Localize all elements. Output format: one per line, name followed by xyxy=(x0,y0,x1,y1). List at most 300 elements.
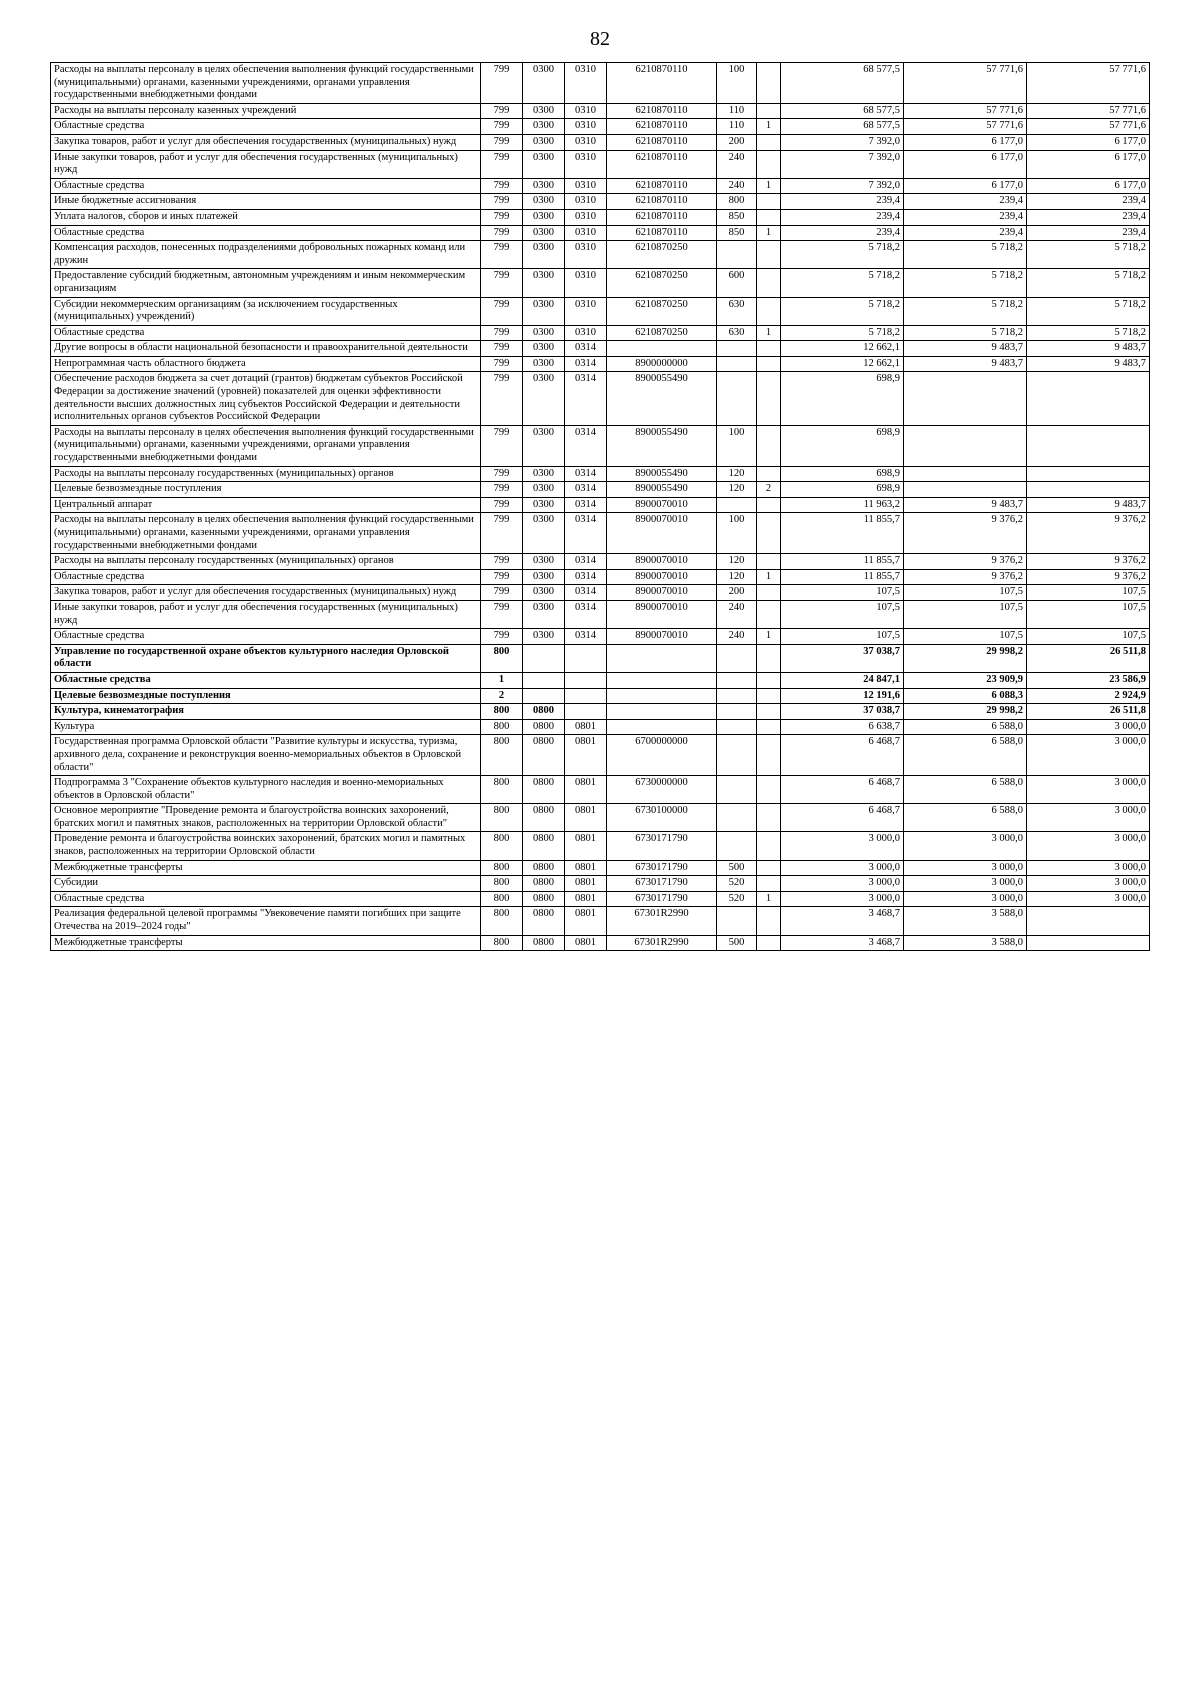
cell-value-2: 3 588,0 xyxy=(904,935,1027,951)
cell-value-1: 12 662,1 xyxy=(781,356,904,372)
cell-pr: 0310 xyxy=(565,209,607,225)
cell-value-1: 3 000,0 xyxy=(781,860,904,876)
cell-rz: 0300 xyxy=(523,569,565,585)
table-row xyxy=(51,225,1150,241)
table-row xyxy=(51,600,1150,628)
cell-grbs: 799 xyxy=(481,372,523,425)
cell-csr xyxy=(607,719,717,735)
cell-csr: 8900070010 xyxy=(607,497,717,513)
cell-name: Культура xyxy=(51,719,481,735)
cell-csr xyxy=(607,672,717,688)
cell-value-1: 3 468,7 xyxy=(781,907,904,935)
cell-rz xyxy=(523,688,565,704)
cell-source-mark xyxy=(757,63,781,104)
table-row xyxy=(51,497,1150,513)
cell-value-2: 6 588,0 xyxy=(904,804,1027,832)
cell-rz: 0800 xyxy=(523,719,565,735)
cell-value-3: 9 483,7 xyxy=(1027,497,1150,513)
cell-vr: 800 xyxy=(717,194,757,210)
cell-value-1: 68 577,5 xyxy=(781,63,904,104)
cell-source-mark xyxy=(757,341,781,357)
cell-source-mark: 1 xyxy=(757,119,781,135)
cell-rz: 0300 xyxy=(523,341,565,357)
cell-csr xyxy=(607,704,717,720)
cell-value-1: 5 718,2 xyxy=(781,269,904,297)
cell-grbs: 799 xyxy=(481,269,523,297)
cell-pr: 0314 xyxy=(565,466,607,482)
cell-source-mark: 1 xyxy=(757,325,781,341)
cell-value-2 xyxy=(904,425,1027,466)
cell-vr: 630 xyxy=(717,325,757,341)
cell-source-mark xyxy=(757,269,781,297)
cell-value-2: 5 718,2 xyxy=(904,241,1027,269)
cell-source-mark xyxy=(757,876,781,892)
cell-rz: 0300 xyxy=(523,209,565,225)
cell-name: Компенсация расходов, понесенных подразделениями добровольных пожарных команд или дружин xyxy=(51,241,481,269)
cell-grbs: 799 xyxy=(481,466,523,482)
cell-rz: 0300 xyxy=(523,629,565,645)
table-row xyxy=(51,907,1150,935)
cell-csr: 67301R2990 xyxy=(607,907,717,935)
cell-rz: 0300 xyxy=(523,356,565,372)
table-row xyxy=(51,269,1150,297)
cell-value-1: 11 855,7 xyxy=(781,513,904,554)
cell-source-mark xyxy=(757,209,781,225)
cell-vr: 240 xyxy=(717,629,757,645)
cell-vr xyxy=(717,672,757,688)
table-row xyxy=(51,372,1150,425)
cell-source-mark xyxy=(757,513,781,554)
cell-name: Основное мероприятие "Проведение ремонта и благоустройства воинских захоронений, братских могил и памятных знаков, расположенных на территории Орловской области" xyxy=(51,804,481,832)
cell-rz: 0300 xyxy=(523,325,565,341)
cell-vr: 100 xyxy=(717,425,757,466)
cell-name: Межбюджетные трансферты xyxy=(51,935,481,951)
cell-csr: 6730171790 xyxy=(607,860,717,876)
cell-grbs: 799 xyxy=(481,194,523,210)
cell-source-mark: 1 xyxy=(757,629,781,645)
table-row xyxy=(51,891,1150,907)
cell-value-2: 3 588,0 xyxy=(904,907,1027,935)
cell-vr xyxy=(717,341,757,357)
cell-grbs: 799 xyxy=(481,585,523,601)
cell-value-3: 26 511,8 xyxy=(1027,644,1150,672)
cell-value-1: 12 191,6 xyxy=(781,688,904,704)
cell-csr: 8900070010 xyxy=(607,554,717,570)
cell-rz: 0300 xyxy=(523,297,565,325)
cell-value-2: 9 483,7 xyxy=(904,341,1027,357)
cell-grbs: 799 xyxy=(481,178,523,194)
cell-name: Межбюджетные трансферты xyxy=(51,860,481,876)
cell-value-2 xyxy=(904,466,1027,482)
cell-source-mark xyxy=(757,735,781,776)
cell-csr: 6730171790 xyxy=(607,876,717,892)
cell-name: Обеспечение расходов бюджета за счет дотаций (грантов) бюджетам субъектов Российской Федерации за достижение значений (уровней) показателей для оценки эффективности деятельности высших должностных лиц субъектов Российской Федерации и деятельности исполнительных органов субъектов Российской Федерации xyxy=(51,372,481,425)
cell-source-mark xyxy=(757,194,781,210)
cell-grbs: 800 xyxy=(481,891,523,907)
cell-value-3 xyxy=(1027,935,1150,951)
cell-name: Областные средства xyxy=(51,629,481,645)
cell-value-2: 6 588,0 xyxy=(904,719,1027,735)
cell-name: Реализация федеральной целевой программы "Увековечение памяти погибших при защите Отечества на 2019–2024 годы" xyxy=(51,907,481,935)
cell-grbs: 800 xyxy=(481,935,523,951)
cell-source-mark: 1 xyxy=(757,225,781,241)
cell-grbs: 800 xyxy=(481,644,523,672)
cell-source-mark: 1 xyxy=(757,891,781,907)
cell-rz: 0800 xyxy=(523,735,565,776)
cell-pr: 0310 xyxy=(565,150,607,178)
cell-value-1: 37 038,7 xyxy=(781,644,904,672)
cell-value-1: 5 718,2 xyxy=(781,297,904,325)
cell-csr: 8900070010 xyxy=(607,585,717,601)
cell-value-2: 57 771,6 xyxy=(904,63,1027,104)
cell-csr: 6210870110 xyxy=(607,225,717,241)
cell-value-3: 3 000,0 xyxy=(1027,735,1150,776)
cell-vr xyxy=(717,776,757,804)
cell-grbs: 800 xyxy=(481,735,523,776)
cell-value-2: 9 483,7 xyxy=(904,497,1027,513)
cell-csr: 6730100000 xyxy=(607,804,717,832)
cell-rz: 0300 xyxy=(523,225,565,241)
cell-value-1: 3 000,0 xyxy=(781,876,904,892)
cell-csr: 6210870250 xyxy=(607,269,717,297)
cell-vr: 240 xyxy=(717,178,757,194)
cell-name: Субсидии некоммерческим организациям (за исключением государственных (муниципальных) учреждений) xyxy=(51,297,481,325)
cell-value-2: 3 000,0 xyxy=(904,860,1027,876)
cell-value-3: 6 177,0 xyxy=(1027,134,1150,150)
cell-value-3: 23 586,9 xyxy=(1027,672,1150,688)
cell-vr: 200 xyxy=(717,134,757,150)
cell-vr: 630 xyxy=(717,297,757,325)
cell-pr: 0310 xyxy=(565,194,607,210)
cell-grbs: 799 xyxy=(481,225,523,241)
cell-name: Культура, кинематография xyxy=(51,704,481,720)
table-row xyxy=(51,719,1150,735)
cell-pr: 0801 xyxy=(565,935,607,951)
cell-rz: 0800 xyxy=(523,704,565,720)
cell-value-2: 29 998,2 xyxy=(904,644,1027,672)
cell-value-2: 107,5 xyxy=(904,600,1027,628)
cell-vr xyxy=(717,688,757,704)
cell-name: Расходы на выплаты персоналу государственных (муниципальных) органов xyxy=(51,466,481,482)
cell-source-mark xyxy=(757,832,781,860)
cell-value-1: 5 718,2 xyxy=(781,241,904,269)
cell-pr: 0314 xyxy=(565,513,607,554)
cell-name: Расходы на выплаты персоналу в целях обеспечения выполнения функций государственными (муниципальными) органами, казенными учреждениями, органами управления государственными внебюджетными фондами xyxy=(51,425,481,466)
cell-value-2: 6 177,0 xyxy=(904,134,1027,150)
cell-source-mark xyxy=(757,776,781,804)
cell-vr: 120 xyxy=(717,554,757,570)
cell-pr: 0314 xyxy=(565,600,607,628)
cell-vr xyxy=(717,356,757,372)
cell-value-2: 239,4 xyxy=(904,225,1027,241)
cell-pr: 0314 xyxy=(565,585,607,601)
cell-csr: 6730171790 xyxy=(607,832,717,860)
table-row xyxy=(51,103,1150,119)
budget-table xyxy=(50,62,1150,951)
cell-pr: 0314 xyxy=(565,569,607,585)
cell-value-2: 6 588,0 xyxy=(904,735,1027,776)
cell-value-3: 5 718,2 xyxy=(1027,325,1150,341)
cell-vr: 850 xyxy=(717,225,757,241)
cell-csr: 8900070010 xyxy=(607,569,717,585)
cell-rz: 0800 xyxy=(523,860,565,876)
cell-value-1: 3 468,7 xyxy=(781,935,904,951)
cell-value-2: 239,4 xyxy=(904,209,1027,225)
cell-vr xyxy=(717,704,757,720)
table-row xyxy=(51,644,1150,672)
cell-value-1: 68 577,5 xyxy=(781,119,904,135)
cell-value-1: 239,4 xyxy=(781,194,904,210)
cell-value-2: 6 177,0 xyxy=(904,150,1027,178)
cell-pr: 0314 xyxy=(565,554,607,570)
cell-csr: 8900070010 xyxy=(607,600,717,628)
cell-value-1: 6 638,7 xyxy=(781,719,904,735)
cell-value-3: 9 376,2 xyxy=(1027,554,1150,570)
cell-value-2: 6 088,3 xyxy=(904,688,1027,704)
cell-source-mark: 2 xyxy=(757,482,781,498)
cell-value-1: 3 000,0 xyxy=(781,891,904,907)
cell-name: Иные закупки товаров, работ и услуг для обеспечения государственных (муниципальных) нужд xyxy=(51,600,481,628)
cell-csr: 6210870110 xyxy=(607,134,717,150)
cell-value-2: 23 909,9 xyxy=(904,672,1027,688)
cell-value-1: 11 855,7 xyxy=(781,554,904,570)
cell-vr: 500 xyxy=(717,860,757,876)
cell-grbs: 799 xyxy=(481,425,523,466)
cell-source-mark xyxy=(757,704,781,720)
cell-value-2: 6 588,0 xyxy=(904,776,1027,804)
cell-source-mark xyxy=(757,935,781,951)
cell-value-1: 11 963,2 xyxy=(781,497,904,513)
cell-value-2: 3 000,0 xyxy=(904,832,1027,860)
cell-pr: 0801 xyxy=(565,891,607,907)
cell-value-2: 107,5 xyxy=(904,629,1027,645)
cell-grbs: 800 xyxy=(481,876,523,892)
cell-vr xyxy=(717,719,757,735)
cell-value-3: 2 924,9 xyxy=(1027,688,1150,704)
cell-value-2: 9 376,2 xyxy=(904,554,1027,570)
cell-vr: 500 xyxy=(717,935,757,951)
cell-value-1: 698,9 xyxy=(781,466,904,482)
table-row xyxy=(51,554,1150,570)
cell-value-3: 9 376,2 xyxy=(1027,513,1150,554)
cell-pr: 0801 xyxy=(565,735,607,776)
cell-name: Закупка товаров, работ и услуг для обеспечения государственных (муниципальных) нужд xyxy=(51,585,481,601)
cell-rz: 0300 xyxy=(523,372,565,425)
cell-pr: 0310 xyxy=(565,119,607,135)
cell-value-3 xyxy=(1027,372,1150,425)
cell-grbs: 799 xyxy=(481,150,523,178)
cell-rz: 0300 xyxy=(523,103,565,119)
cell-value-2: 9 376,2 xyxy=(904,513,1027,554)
cell-rz: 0800 xyxy=(523,907,565,935)
cell-pr: 0801 xyxy=(565,719,607,735)
cell-value-2: 107,5 xyxy=(904,585,1027,601)
cell-grbs: 800 xyxy=(481,832,523,860)
cell-name: Непрограммная часть областного бюджета xyxy=(51,356,481,372)
cell-vr xyxy=(717,644,757,672)
cell-source-mark xyxy=(757,719,781,735)
cell-value-3: 239,4 xyxy=(1027,194,1150,210)
cell-pr: 0310 xyxy=(565,269,607,297)
cell-rz: 0300 xyxy=(523,600,565,628)
cell-csr: 8900000000 xyxy=(607,356,717,372)
budget-table-body xyxy=(51,63,1150,951)
cell-value-3: 9 376,2 xyxy=(1027,569,1150,585)
cell-vr xyxy=(717,907,757,935)
cell-source-mark xyxy=(757,297,781,325)
cell-grbs: 799 xyxy=(481,341,523,357)
table-row xyxy=(51,178,1150,194)
cell-vr xyxy=(717,497,757,513)
cell-rz: 0300 xyxy=(523,150,565,178)
cell-source-mark xyxy=(757,644,781,672)
cell-vr xyxy=(717,735,757,776)
cell-name: Областные средства xyxy=(51,672,481,688)
table-row xyxy=(51,860,1150,876)
cell-name: Расходы на выплаты персоналу в целях обеспечения выполнения функций государственными (муниципальными) органами, казенными учреждениями, органами управления государственными внебюджетными фондами xyxy=(51,513,481,554)
cell-source-mark xyxy=(757,425,781,466)
cell-name: Предоставление субсидий бюджетным, автономным учреждениям и иным некоммерческим организациям xyxy=(51,269,481,297)
cell-csr: 6210870250 xyxy=(607,297,717,325)
cell-rz: 0300 xyxy=(523,194,565,210)
table-row xyxy=(51,150,1150,178)
cell-name: Расходы на выплаты персоналу государственных (муниципальных) органов xyxy=(51,554,481,570)
cell-name: Целевые безвозмездные поступления xyxy=(51,482,481,498)
cell-pr: 0314 xyxy=(565,497,607,513)
cell-source-mark xyxy=(757,497,781,513)
cell-name: Центральный аппарат xyxy=(51,497,481,513)
table-row xyxy=(51,325,1150,341)
cell-rz: 0300 xyxy=(523,466,565,482)
cell-value-3: 9 483,7 xyxy=(1027,356,1150,372)
cell-grbs: 799 xyxy=(481,482,523,498)
cell-name: Областные средства xyxy=(51,225,481,241)
cell-value-3: 107,5 xyxy=(1027,585,1150,601)
cell-value-1: 37 038,7 xyxy=(781,704,904,720)
table-row xyxy=(51,688,1150,704)
cell-value-3: 6 177,0 xyxy=(1027,178,1150,194)
cell-rz: 0300 xyxy=(523,585,565,601)
cell-value-1: 107,5 xyxy=(781,629,904,645)
cell-csr: 8900055490 xyxy=(607,372,717,425)
table-row xyxy=(51,735,1150,776)
cell-source-mark xyxy=(757,134,781,150)
cell-value-2 xyxy=(904,482,1027,498)
cell-value-3: 6 177,0 xyxy=(1027,150,1150,178)
table-row xyxy=(51,672,1150,688)
table-row xyxy=(51,876,1150,892)
cell-value-1: 6 468,7 xyxy=(781,735,904,776)
cell-name: Иные бюджетные ассигнования xyxy=(51,194,481,210)
cell-csr: 6210870110 xyxy=(607,119,717,135)
cell-value-1: 68 577,5 xyxy=(781,103,904,119)
cell-pr: 0314 xyxy=(565,341,607,357)
cell-value-3: 3 000,0 xyxy=(1027,776,1150,804)
cell-grbs: 799 xyxy=(481,629,523,645)
cell-grbs: 800 xyxy=(481,804,523,832)
cell-rz: 0300 xyxy=(523,482,565,498)
cell-vr: 120 xyxy=(717,569,757,585)
cell-vr: 100 xyxy=(717,513,757,554)
table-row xyxy=(51,585,1150,601)
table-row xyxy=(51,341,1150,357)
cell-csr: 6210870110 xyxy=(607,150,717,178)
cell-pr: 0310 xyxy=(565,225,607,241)
cell-value-3: 3 000,0 xyxy=(1027,860,1150,876)
table-row xyxy=(51,482,1150,498)
table-row xyxy=(51,241,1150,269)
cell-name: Управление по государственной охране объектов культурного наследия Орловской области xyxy=(51,644,481,672)
table-row xyxy=(51,63,1150,104)
cell-vr: 240 xyxy=(717,600,757,628)
cell-vr: 600 xyxy=(717,269,757,297)
cell-value-2: 5 718,2 xyxy=(904,297,1027,325)
cell-value-1: 698,9 xyxy=(781,425,904,466)
cell-source-mark xyxy=(757,600,781,628)
cell-csr: 8900055490 xyxy=(607,425,717,466)
cell-grbs: 799 xyxy=(481,103,523,119)
cell-grbs: 1 xyxy=(481,672,523,688)
cell-value-2: 239,4 xyxy=(904,194,1027,210)
cell-grbs: 799 xyxy=(481,497,523,513)
cell-name: Областные средства xyxy=(51,569,481,585)
cell-vr: 520 xyxy=(717,891,757,907)
cell-value-3: 57 771,6 xyxy=(1027,63,1150,104)
cell-pr: 0310 xyxy=(565,297,607,325)
cell-vr xyxy=(717,804,757,832)
table-row xyxy=(51,776,1150,804)
cell-rz: 0800 xyxy=(523,804,565,832)
cell-csr: 6210870110 xyxy=(607,194,717,210)
cell-vr xyxy=(717,832,757,860)
cell-value-1: 6 468,7 xyxy=(781,804,904,832)
cell-rz: 0300 xyxy=(523,134,565,150)
cell-value-3: 3 000,0 xyxy=(1027,804,1150,832)
cell-pr: 0310 xyxy=(565,178,607,194)
cell-vr: 200 xyxy=(717,585,757,601)
cell-source-mark xyxy=(757,804,781,832)
cell-value-1: 11 855,7 xyxy=(781,569,904,585)
cell-vr: 850 xyxy=(717,209,757,225)
cell-value-1: 7 392,0 xyxy=(781,134,904,150)
cell-name: Уплата налогов, сборов и иных платежей xyxy=(51,209,481,225)
cell-name: Областные средства xyxy=(51,891,481,907)
cell-grbs: 800 xyxy=(481,860,523,876)
cell-rz: 0300 xyxy=(523,119,565,135)
cell-value-3 xyxy=(1027,466,1150,482)
cell-value-1: 7 392,0 xyxy=(781,178,904,194)
cell-vr: 110 xyxy=(717,103,757,119)
cell-value-1: 239,4 xyxy=(781,225,904,241)
cell-rz: 0300 xyxy=(523,554,565,570)
cell-rz: 0300 xyxy=(523,425,565,466)
table-row xyxy=(51,513,1150,554)
cell-grbs: 799 xyxy=(481,134,523,150)
cell-rz: 0800 xyxy=(523,935,565,951)
cell-grbs: 800 xyxy=(481,907,523,935)
cell-value-1: 3 000,0 xyxy=(781,832,904,860)
cell-value-1: 12 662,1 xyxy=(781,341,904,357)
cell-vr: 110 xyxy=(717,119,757,135)
cell-rz: 0300 xyxy=(523,241,565,269)
table-row xyxy=(51,466,1150,482)
cell-vr: 520 xyxy=(717,876,757,892)
cell-source-mark xyxy=(757,466,781,482)
cell-pr xyxy=(565,672,607,688)
cell-name: Областные средства xyxy=(51,325,481,341)
cell-grbs: 800 xyxy=(481,719,523,735)
cell-value-3: 107,5 xyxy=(1027,600,1150,628)
